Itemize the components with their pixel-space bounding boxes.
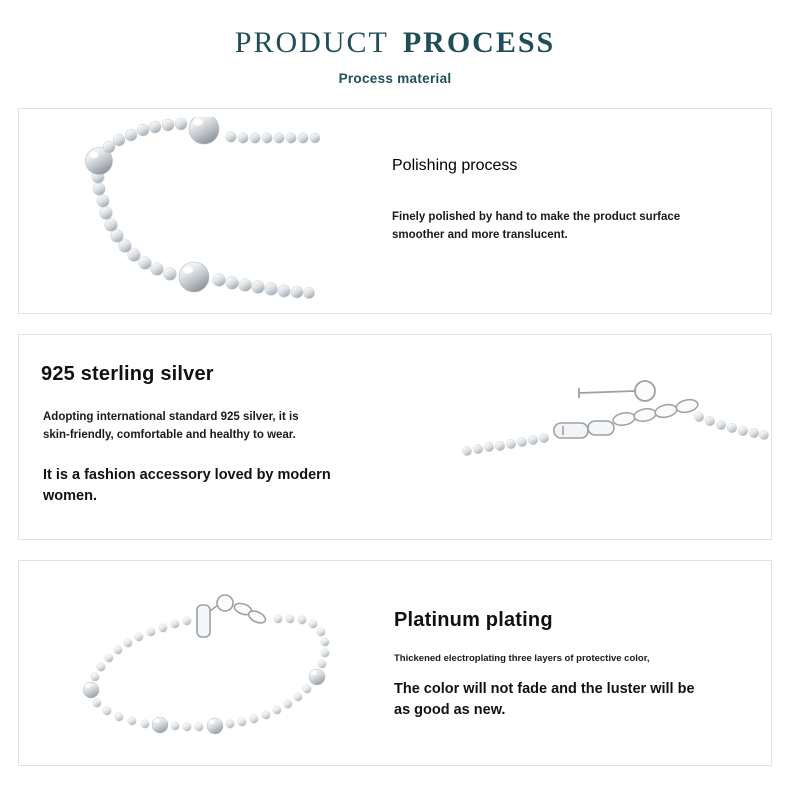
page-title-part1: PRODUCT [234,26,389,59]
polishing-body: Finely polished by hand to make the product surface smoother and more translucent. [392,211,681,241]
page-header [0,0,790,86]
platinum-plating-body2: The color will not fade and the luster will be as good as new. [394,681,695,719]
section-panel-sterling-silver [18,334,772,540]
full-bracelet-with-beads-image [47,591,387,736]
polishing-heading: Polishing process [392,157,518,174]
sterling-silver-body: Adopting international standard 925 silver, it is skin-friendly, comfortable and healthy to wear. [43,411,299,441]
sterling-silver-heading: 925 sterling silver [41,363,214,385]
page-title-part2: PROCESS [402,26,556,59]
page-subtitle: Process material [338,71,452,86]
page-title [0,26,790,59]
bead-chain-bracelet-closeup-image [59,117,369,312]
section-panel-platinum-plating [18,560,772,766]
section-panel-polishing [18,108,772,314]
platinum-plating-body: Thickened electroplating three layers of protective color, [394,653,650,664]
platinum-plating-heading: Platinum plating [394,609,553,631]
bracelet-clasp-extender-chain-image [459,377,769,497]
sterling-silver-body2: It is a fashion accessory loved by modern women. [43,467,331,505]
